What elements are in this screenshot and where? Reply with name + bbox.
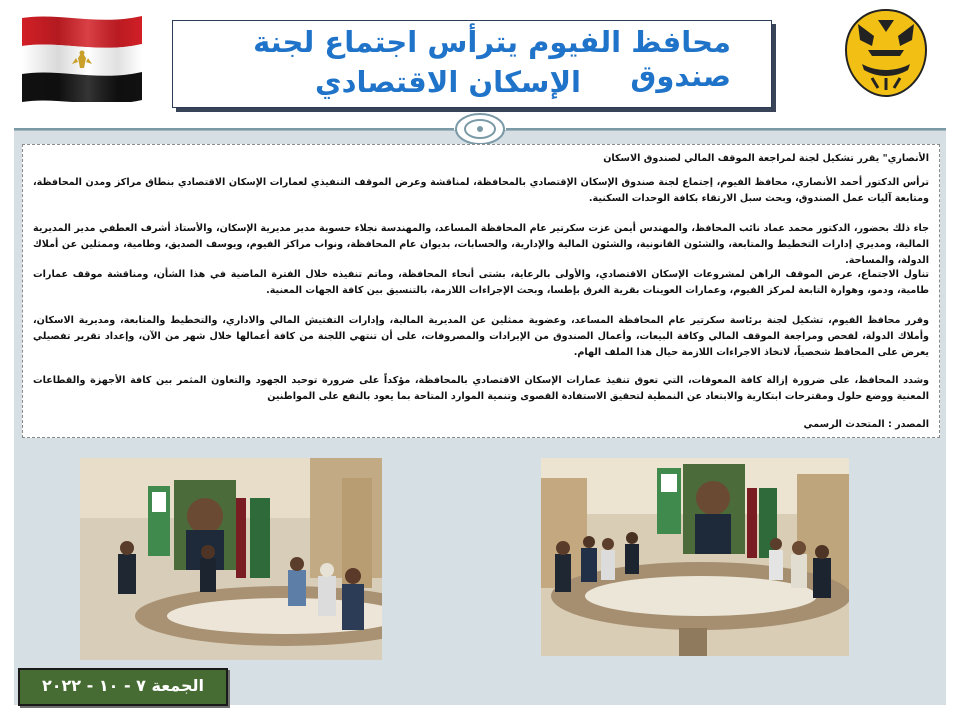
headline-line-1: محافظ الفيوم يترأس اجتماع لجنة صندوق xyxy=(253,25,731,93)
article-body xyxy=(22,144,940,438)
ornament-divider-right xyxy=(506,128,946,130)
ornament-divider-left xyxy=(14,128,454,130)
date-badge xyxy=(18,668,228,706)
article-paragraph: تناول الاجتماع، عرض الموقف الراهن لمشروعات الإسكان الاقتصادي، والأولى بالرعاية، بشتى أنحاء المحافظة، وماتم تنفيذه خلال الفترة الماضية في هذا الشأن، ومناقشة موقف عمارات طامية، ودمو، وهوارة التابعة لمركز الفيوم، وعمارات العوينات بقرية الغرق بإطسا، وبحث الإجراءات اللازمة، بالتنسيق بين كافة الجهات المعنية. xyxy=(33,269,929,296)
headline-box xyxy=(172,20,772,108)
headline-line-2: الإسكان الاقتصادي xyxy=(315,65,581,99)
meeting-photo-left xyxy=(80,458,382,660)
article-paragraph: وشدد المحافظ، على ضرورة إزالة كافة المعوقات، التي تعوق تنفيذ عمارات الإسكان الاقتصادي بالمحافظة، مؤكداً على ضرورة توحيد الجهود والتعاون المثمر بين كافة الأجهزة والقطاعات المعنية ووضع حلول ومقترحات ابتكارية والابتعاد عن النمطية لتحقيق الاستفادة القصوى وتنمية الموارد المتاحة بما يعود بالنفع على المواطنين xyxy=(33,375,929,402)
article-source: المصدر : المتحدث الرسمي xyxy=(803,419,929,430)
article-paragraph: وقرر محافظ الفيوم، تشكيل لجنة برئاسة سكرتير عام المحافظة المساعد، وعضوية ممثلين عن المديرية المالية، وإدارات التفتيش المالي والاداري، والتخطيط والمتابعة، ومديرية الاسكان، وأملاك الدولة، لفحص ومراجعة الموقف المالي وكافة البيعات، وأعمال الصندوق من الإيرادات والمصروفات، على أن تنتهي اللجنة من كافة أعمالها خلال شهر من الآن، وإعداد تقرير تفصيلي يعرض على المحافظ شخصياً، لاتخاذ الاجراءات اللازمة حيال هذا الملف الهام. xyxy=(33,315,929,358)
meeting-photo-left-image xyxy=(80,458,382,660)
page-header xyxy=(0,0,960,120)
egypt-flag-icon xyxy=(18,12,146,102)
article-paragraph: جاء ذلك بحضور، الدكتور محمد عماد نائب المحافظ، والمهندس أيمن عزت سكرتير عام المحافظة المساعد، والمهندسة نجلاء حسوبة مدير مديرية الإسكان، والأستاذ أشرف العطفي مدير المديرية المالية، ومديري إدارات التخطيط والمتابعة، والشئون القانونية، والشئون المالية والإدارية، والحسابات، بديوان عام المحافظة، ونواب مراكز الفيوم، ويوسف الصديق، وطامية، وممثلين عن أملاك الدولة، والمساحة. xyxy=(33,223,929,266)
article-paragraph: ترأس الدكتور أحمد الأنصاري، محافظ الفيوم، إجتماع لجنة صندوق الإسكان الإقتصادي بالمحافظة، لمناقشة وعرض الموقف التنفيذي لعمارات الإسكان الاقتصادي بنطاق مراكز ومدن المحافظة، ومتابعة آليات عمل الصندوق، وبحث سبل الارتقاء بكافة الوحدات السكنية. xyxy=(33,177,929,204)
article-subheadline: الأنصاري" يقرر تشكيل لجنة لمراجعة الموقف المالي لصندوق الاسكان xyxy=(603,153,929,164)
meeting-photo-right-image xyxy=(541,458,849,656)
meeting-photo-right xyxy=(541,458,849,656)
fayoum-logo-icon xyxy=(838,6,934,102)
ornament-icon xyxy=(454,112,506,146)
date-text: الجمعة ٧ - ١٠ - ٢٠٢٢ xyxy=(42,676,204,695)
